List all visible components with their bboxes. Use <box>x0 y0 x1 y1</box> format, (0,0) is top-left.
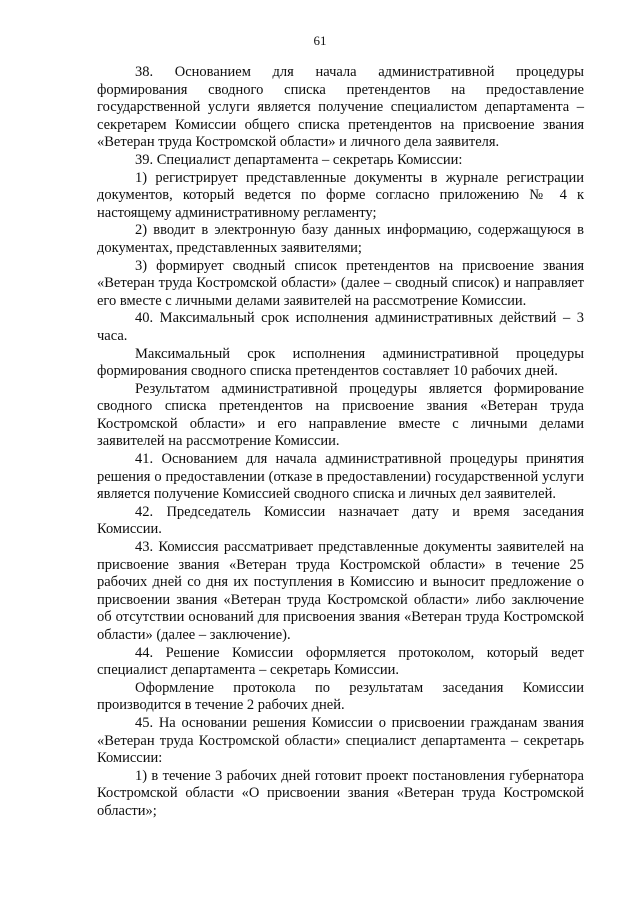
paragraph-39-item-3: 3) формирует сводный список претендентов на присвоение звания «Ветеран труда Костромской области» (далее – сводный список) и направляет его вместе с личными делами заявителей на рассмотрение Комиссии. <box>97 257 584 309</box>
paragraph-45: 45. На основании решения Комиссии о присвоении гражданам звания «Ветеран труда Костромской области» специалист департамента – секретарь Комиссии: <box>97 714 584 767</box>
paragraph-45-item-1: 1) в течение 3 рабочих дней готовит проект постановления губернатора Костромской области «О присвоении звания «Ветеран труда Костромской области»; <box>97 767 584 819</box>
page-number: 61 <box>313 33 327 48</box>
paragraph-39-item-1: 1) регистрирует представленные документы в журнале регистрации документов, который ведется по форме согласно приложению № 4 к настоящему административному регламенту; <box>97 169 584 221</box>
paragraph-38: 38. Основанием для начала административной процедуры формирования сводного списка претендентов на предоставление государственной услуги является получение специалистом департамента – секретарем Комиссии общего списка претендентов на присвоение звания «Ветеран труда Костромской области» и личного дела заявителя. <box>97 64 584 151</box>
paragraph-44: 44. Решение Комиссии оформляется протоколом, который ведет специалист департамента – секретарь Комиссии. <box>97 644 584 679</box>
paragraph-40: 40. Максимальный срок исполнения административных действий – 3 часа. <box>97 310 584 344</box>
paragraph-40-result: Результатом административной процедуры является формирование сводного списка претендентов на присвоение звания «Ветеран труда Костромской области» и его направление вместе с личными делами заявителей на рассмотрение Комиссии. <box>97 380 584 450</box>
paragraph-43: 43. Комиссия рассматривает представленные документы заявителей на присвоение звания «Ветеран труда Костромской области» в течение 25 рабочих дней со дня их поступления в Комиссию и выносит предложение о присвоении звания «Ветеран труда Костромской области» либо заключение об отсутствии оснований для присвоения звания «Ветеран труда Костромской области» (далее – заключение). <box>97 539 584 643</box>
paragraph-39-item-2: 2) вводит в электронную базу данных информацию, содержащуюся в документах, представленных заявителями; <box>97 222 584 256</box>
paragraph-41: 41. Основанием для начала административной процедуры принятия решения о предоставлении (отказе в предоставлении) государственной услуги является получение Комиссией сводного списка и личных дел заявителей. <box>97 451 584 503</box>
paragraph-44-protocol-term: Оформление протокола по результатам заседания Комиссии производится в течение 2 рабочих дней. <box>97 679 584 714</box>
paragraph-42: 42. Председатель Комиссии назначает дату и время заседания Комиссии. <box>97 503 584 538</box>
document-body <box>97 64 584 821</box>
paragraph-39: 39. Специалист департамента – секретарь Комиссии: <box>135 151 463 168</box>
paragraph-40-max-term: Максимальный срок исполнения административной процедуры формирования сводного списка претендентов составляет 10 рабочих дней. <box>97 345 584 380</box>
